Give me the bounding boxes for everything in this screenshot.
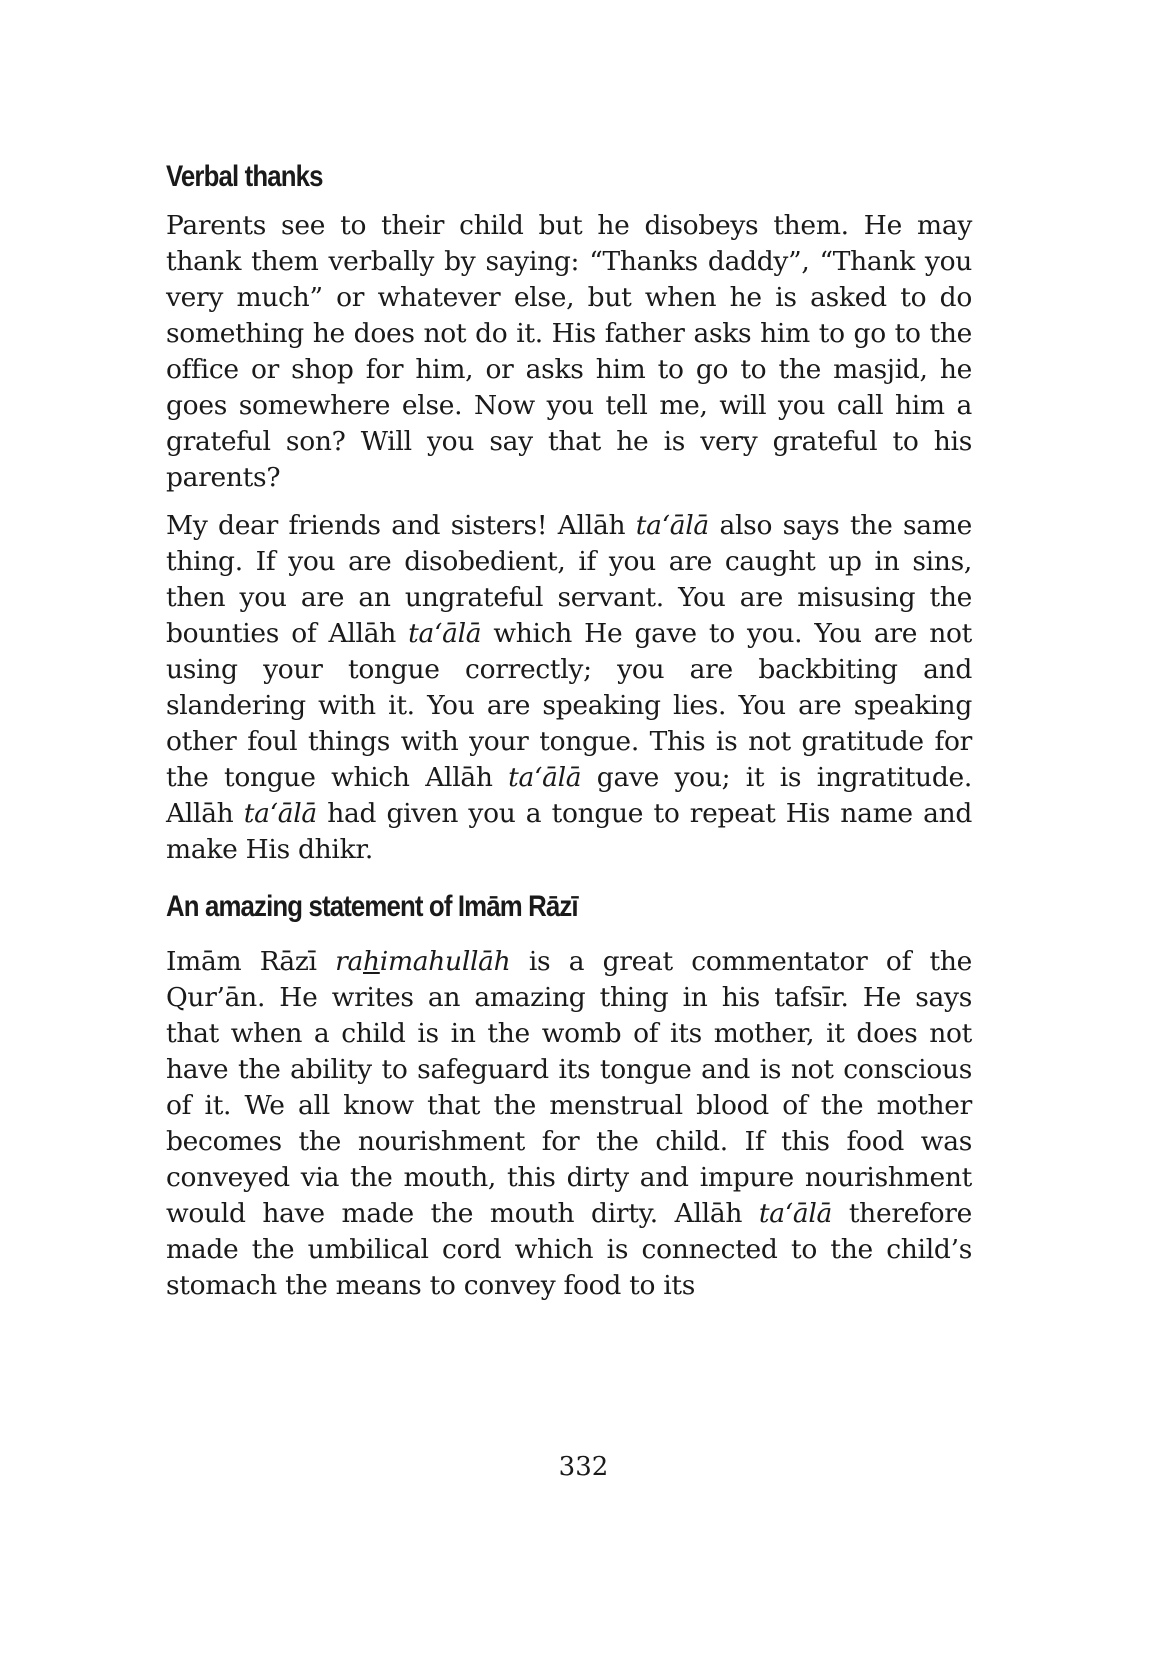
italic-part: ra xyxy=(335,946,363,977)
italic-term: ta‘ālā xyxy=(408,618,482,649)
italic-term: ta‘ālā xyxy=(508,762,582,793)
italic-term: ta‘ālā xyxy=(243,798,317,829)
text-run: My dear friends and sisters! Allāh xyxy=(166,510,636,541)
text-run: also says the same thing. If you are disobedient, if you are caught up in sins, then you are an ungrateful servant. You are misusing the bounties of Allāh xyxy=(166,510,973,649)
section-heading-imam-razi: An amazing statement of Imām Rāzī xyxy=(166,890,578,923)
paragraph-dear-friends xyxy=(166,508,972,868)
text-run: which He gave to you. You are not using your tongue correctly; you are backbiting and slandering with it. You are speaking lies. You are speaking other foul things with your tongue. This is not gratitude for the tongue which Allāh xyxy=(166,618,972,793)
italic-term xyxy=(335,946,510,977)
italic-part: imahullāh xyxy=(379,946,511,977)
paragraph-imam-razi xyxy=(166,944,972,1304)
page-body xyxy=(166,150,972,1316)
italic-term: ta‘ālā xyxy=(758,1198,833,1229)
italic-term: ta‘ālā xyxy=(635,510,709,541)
paragraph-parents: Parents see to their child but he disobeys them. He may thank them verbally by saying: “Thanks daddy”, “Thank you very much” or whatever else, but when he is asked to do something he does not do it. His father asks him to go to the office or shop for him, or asks him to go to the masjid, he goes somewhere else. Now you tell me, will you call him a grateful son? Will you say that he is very grateful to his parents? xyxy=(166,210,972,493)
text-run: therefore made the umbilical cord which is connected to the child’s stomach the means to convey food to its xyxy=(166,1198,972,1301)
text-run: Imām Rāzī xyxy=(166,946,336,977)
page-number: 332 xyxy=(558,1452,609,1482)
underlined-letter: h xyxy=(363,946,380,977)
text-run: gave you; it is ingratitude. Allāh xyxy=(166,762,972,829)
text-run: is a great commentator of the Qur’ān. He writes an amazing thing in his tafsīr. He says that when a child is in the womb of its mother, it does not have the ability to safeguard its tongue and is not conscious of it. We all know that the menstrual blood of the mother becomes the nourishment for the child. If this food was conveyed via the mouth, this dirty and impure nourishment would have made the mouth dirty. Allāh xyxy=(166,946,972,1229)
text-run: had given you a tongue to repeat His name and make His dhikr. xyxy=(166,798,973,865)
section-heading-verbal-thanks: Verbal thanks xyxy=(166,160,323,193)
